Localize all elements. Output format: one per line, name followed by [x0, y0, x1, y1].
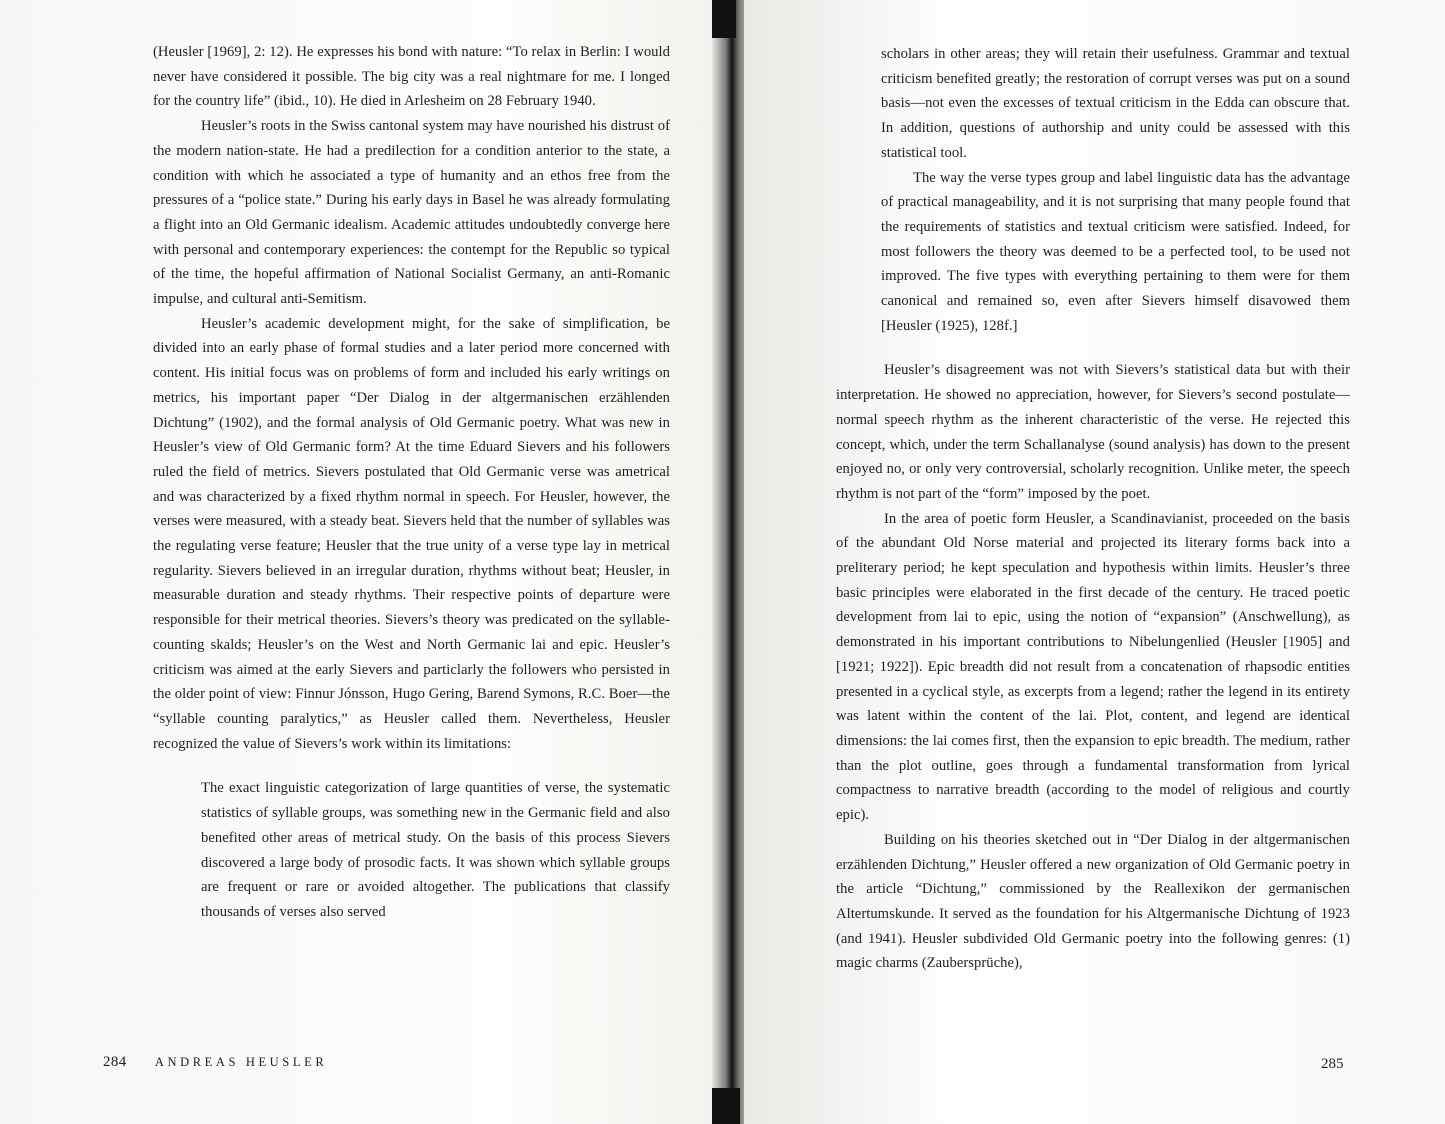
left-page-body: [153, 40, 670, 925]
right-page-body: [836, 42, 1350, 976]
left-paragraph-1: (Heusler [1969], 2: 12). He expresses his bond with nature: “To relax in Berlin: I would never have considered it possible. The big city was a real nightmare for me. I longed for the country life” (ibid., 10). He died in Arlesheim on 28 February 1940.: [153, 44, 670, 110]
right-paragraph-1: Heusler’s disagreement was not with Sievers’s statistical data but with their interpretation. He showed no appreciation, however, for Sievers’s second postulate—normal speech rhythm as the inherent characteristic of the verse. He rejected this concept, which, under the term Schallanalyse (sound analysis) has down to the present enjoyed no, or only very controversial, scholarly recognition. Unlike meter, the speech rhythm is not part of the “form” imposed by the poet.: [836, 362, 1350, 502]
running-head: ANDREAS HEUSLER: [154, 1055, 328, 1069]
right-paragraph-2: In the area of poetic form Heusler, a Scandinavianist, proceeded on the basis of the abundant Old Norse material and projected its literary forms back into a preliterary period; he kept speculation and hypothesis within limits. Heusler’s three basic principles were elaborated in the first decade of the century. He traced poetic development from lai to epic, using the notion of “expansion” (Anschwellung), as demonstrated in his important contributions to Nibelungenlied (Heusler [1905] and [1921; 1922]). Epic breadth did not result from a concatenation of rhapsodic entities presented in a cyclical style, as excerpts from a legend; rather the legend in its entirety was latent within the content of the lai. Plot, content, and legend are identical dimensions: the lai comes first, then the expansion to epic breadth. The medium, rather than the plot outline, goes through a fundamental transformation from lyrical compactness to narrative breadth (according to the model of religious and courtly epic).: [836, 510, 1350, 824]
left-blockquote: The exact linguistic categorization of large quantities of verse, the systematic statistics of syllable groups, was something new in the Germanic field and also benefited other areas of metrical study. On the basis of this process Sievers discovered a large body of prosodic facts. It was shown which syllable groups are frequent or rare or avoided altogether. The publications that classify thousands of verses also served: [201, 780, 670, 920]
gutter-shadow-bottom: [712, 1088, 740, 1124]
gutter-shadow-top: [712, 0, 736, 38]
right-page: [744, 0, 1445, 1124]
left-paragraph-2: Heusler’s roots in the Swiss cantonal system may have nourished his distrust of the modern nation-state. He had a predilection for a condition anterior to the state, a condition with which he associated a type of humanity and an ethos free from the pressures of a “police state.” During his early days in Basel he was already formulating a flight into an Old Germanic idealism. Academic attitudes undoubtedly converge here with personal and contemporary experiences: the contempt for the Republic so typical of the time, the hopeful affirmation of National Socialist Germany, an anti-Romanic impulse, and cultural anti-Semitism.: [153, 118, 670, 308]
right-page-number: 285: [1321, 1056, 1344, 1072]
left-page-number: 284: [103, 1054, 127, 1070]
right-blockquote-continued: scholars in other areas; they will retain their usefulness. Grammar and textual criticism benefited greatly; the restoration of corrupt verses was put on a sound basis—not even the excesses of textual criticism in the Edda can obscure that. In addition, questions of authorship and unity could be assessed with this statistical tool.: [881, 46, 1350, 161]
right-blockquote-second: The way the verse types group and label linguistic data has the advantage of practical manageability, and it is not surprising that many people found that the requirements of statistics and textual criticism were satisfied. Indeed, for most followers the theory was deemed to be a perfected tool, to be used not improved. The five types with everything pertaining to them were for them canonical and remained so, even after Sievers himself disavowed them [Heusler (1925), 128f.]: [881, 169, 1350, 334]
left-footer: [103, 1054, 327, 1071]
left-paragraph-3: Heusler’s academic development might, for the sake of simplification, be divided into an early phase of formal studies and a later period more concerned with content. His initial focus was on problems of form and included his early writings on metrics, his important paper “Der Dialog in der altgermanischen erzählenden Dichtung” (1902), and the formal analysis of Old Germanic poetry. What was new in Heusler’s view of Old Germanic form? At the time Eduard Sievers and his followers ruled the field of metrics. Sievers postulated that Old Germanic verse was ametrical and was characterized by a fixed rhythm normal in speech. For Heusler, however, the verses were measured, with a steady beat. Sievers held that the number of syllables was the regulating verse feature; Heusler that the true unity of a verse type lay in metrical regularity. Sievers believed in an irregular duration, rhythms without beat; Heusler, in measurable duration and steady rhythms. Their respective points of departure were responsible for their metrical theories. Sievers’s theory was predicated on the syllable-counting skalds; Heusler’s on the West and North Germanic lai and epic. Heusler’s criticism was aimed at the early Sievers and particlarly the followers who persisted in the older point of view: Finnur Jónsson, Hugo Gering, Barend Symons, R.C. Boer—the “syllable counting paralytics,” as Heusler called them. Nevertheless, Heusler recognized the value of Sievers’s work within its limitations:: [153, 315, 670, 752]
left-page: [0, 0, 718, 1124]
right-paragraph-3: Building on his theories sketched out in “Der Dialog in der altgermanischen erzählenden Dichtung,” Heusler offered a new organization of Old Germanic poetry in the article “Dichtung,” commissioned by the Reallexikon der germanischen Altertumskunde. It served as the foundation for his Altgermanische Dichtung of 1923 (and 1941). Heusler subdivided Old Germanic poetry into the following genres: (1) magic charms (Zaubersprüche),: [836, 831, 1350, 972]
